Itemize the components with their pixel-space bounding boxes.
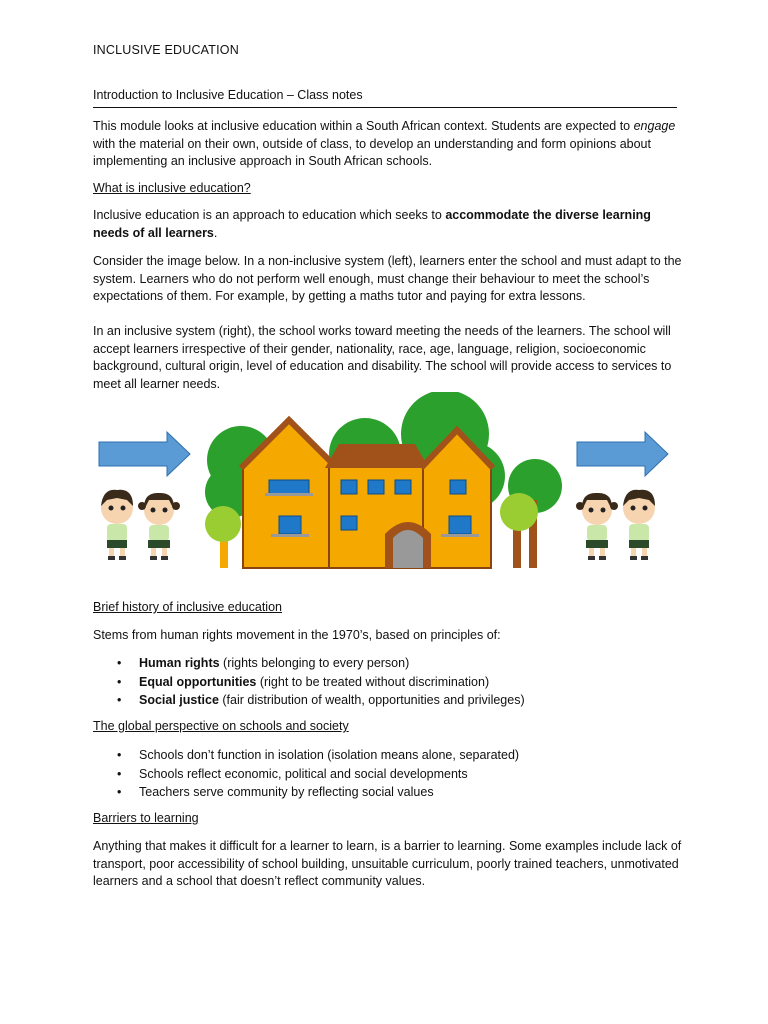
- list-item: [93, 765, 683, 784]
- bullet: •: [117, 748, 122, 762]
- barriers-paragraph: Anything that makes it difficult for a learner to learn, is a barrier to learning. Some examples include lack of transport, poor accessibility of school building, unsuitable curriculum, poorly trained teachers, unmotivated learners and a school that doesn’t reflect community values.: [93, 839, 682, 889]
- intro-text-2: with the material on their own, outside of class, to develop an understanding and form opinions about implementing an inclusive approach in South African schools.: [93, 136, 651, 169]
- list-item-desc: (fair distribution of wealth, opportunities and privileges): [218, 693, 525, 708]
- definition-paragraph: [93, 207, 683, 242]
- consider-paragraph: Consider the image below. In a non-inclusive system (left), learners enter the school and must adapt to the system. Learners who do not perform well enough, must change their behaviour to meet the school’s expectations of them. For example, by getting a maths tutor and paying for extra lessons.: [93, 254, 682, 304]
- heading-global-perspective: The global perspective on schools and society: [93, 719, 349, 733]
- bullet: •: [117, 656, 122, 670]
- global-list: [93, 746, 683, 802]
- list-item: [93, 654, 683, 673]
- heading-history: Brief history of inclusive education: [93, 600, 282, 614]
- list-item: [93, 691, 683, 710]
- school-illustration: [93, 392, 677, 576]
- history-list: [93, 654, 683, 710]
- list-item: [93, 673, 683, 692]
- definition-text-1: Inclusive education is an approach to education which seeks to: [93, 208, 446, 222]
- bullet: •: [117, 766, 122, 781]
- intro-paragraph: [93, 118, 683, 171]
- list-item-text: Schools reflect economic, political and social developments: [139, 766, 468, 781]
- list-item-desc: (right to be treated without discrimination): [256, 674, 490, 689]
- intro-text-1: This module looks at inclusive education within a South African context. Students are expected to: [93, 119, 634, 133]
- children-right-icon: [576, 490, 655, 560]
- bullet: •: [117, 674, 122, 689]
- list-item: [93, 746, 683, 765]
- list-item-text: Schools don’t function in isolation (isolation means alone, separated): [139, 748, 520, 762]
- left-arrow-icon: [99, 432, 190, 476]
- right-arrow-icon: [577, 432, 668, 476]
- children-left-icon: [101, 490, 180, 560]
- heading-what-is-inclusive: What is inclusive education?: [93, 181, 251, 195]
- inclusive-system-paragraph: In an inclusive system (right), the school works toward meeting the needs of the learners. The school will accept learners irrespective of their gender, nationality, race, age, language, religion, socioeconomic background, cultural origin, level of education and disability. The school will provide access to services to meet all learner needs.: [93, 324, 672, 391]
- heading-barriers: Barriers to learning: [93, 811, 199, 825]
- definition-bold: accommodate the diverse learning needs of all learners: [93, 208, 651, 240]
- bullet: •: [117, 693, 122, 708]
- document-header: INCLUSIVE EDUCATION: [93, 43, 239, 57]
- bullet: •: [117, 785, 122, 800]
- list-item: [93, 783, 683, 802]
- list-item-term: Social justice: [139, 693, 219, 708]
- list-item-desc: (rights belonging to every person): [219, 656, 410, 670]
- history-lead: Stems from human rights movement in the 1970’s, based on principles of:: [93, 628, 501, 642]
- list-item-text: Teachers serve community by reflecting social values: [139, 785, 434, 800]
- intro-emphasis: engage: [633, 119, 676, 133]
- document-title: Introduction to Inclusive Education – Class notes: [93, 88, 677, 108]
- definition-text-2: .: [213, 225, 218, 240]
- list-item-term: Equal opportunities: [139, 674, 257, 689]
- list-item-term: Human rights: [139, 656, 220, 670]
